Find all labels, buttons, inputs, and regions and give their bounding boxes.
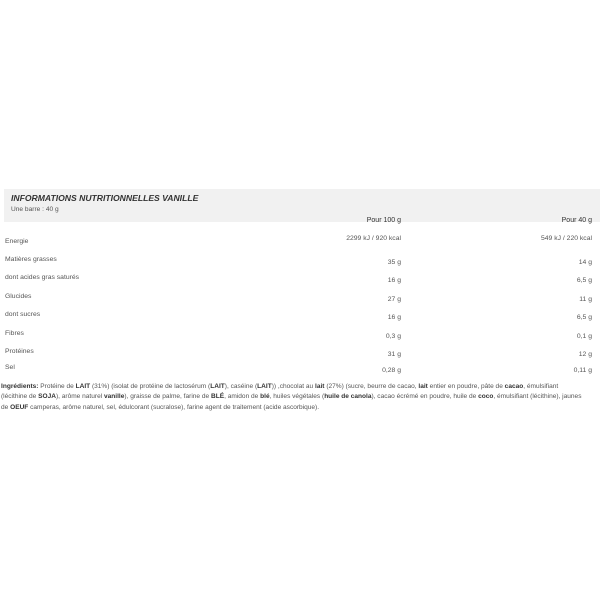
allergen-text: huile de canola [324,393,372,401]
allergen-text: BLÉ [210,393,225,401]
ingredient-text: , émulsifiant (lécithine), jaunes de [1,393,582,411]
nutrient-label: Matières grasses [5,256,57,263]
ingredient-text: ), graisse de palme, farine de [124,393,211,401]
nutrient-label: Energie [5,238,29,245]
value-per-40g: 549 kJ / 220 kcal [540,235,592,242]
ingredient-text: entier en poudre, pâte de [427,383,505,390]
value-per-100g: 2299 kJ / 920 kcal [346,235,401,242]
ingredient-text: , émulsifiant (lécithine de [1,383,559,401]
value-per-40g: 0,1 g [576,333,592,340]
ingredient-text: )) ,chocolat au [271,383,316,390]
nutrition-row [4,328,596,346]
nutrition-row [4,362,596,380]
nutrition-title: INFORMATIONS NUTRITIONNELLES VANILLE [11,193,199,203]
nutrition-row [4,236,596,254]
ingredient-text: camperas, arôme naturel, sel, édulcorant (sucralose), farine agent de traitement (acide ascorbique). [28,403,320,411]
value-per-100g: 35 g [387,259,401,266]
nutrient-label: Fibres [5,330,24,337]
value-per-40g: 11 g [579,296,592,303]
ingredient-text: , amidon de [224,393,261,401]
ingredient-text: Protéine de [38,383,76,390]
allergen-text: lait [418,383,428,390]
allergen-text: SOJA [38,393,56,401]
allergen-text: LAIT [75,383,91,390]
value-per-100g: 16 g [387,277,401,284]
ingredient-text: , huiles végétales ( [269,393,325,401]
allergen-text: OEUF [10,403,29,411]
value-per-40g: 12 g [578,351,592,358]
allergen-text: coco [478,393,494,401]
allergen-text: LAIT [257,383,272,390]
value-per-40g: 0,11 g [573,367,592,374]
value-per-40g: 6,5 g [576,314,592,321]
nutrition-row [4,291,596,309]
value-per-100g: 16 g [387,314,401,321]
ingredient-text: (27%) (sucre, beurre de cacao, [324,383,419,390]
value-per-100g: 0,28 g [382,367,401,374]
nutrient-label: Sel [5,364,15,371]
ingredients-text [1,382,586,413]
value-per-40g: 14 g [578,259,592,266]
column-header-per-40g: Pour 40 g [561,217,592,224]
ingredient-text: ), cacao écrémé en poudre, huile de [371,393,479,401]
nutrient-label: Glucides [5,293,32,300]
nutrient-label: dont acides gras saturés [5,274,80,281]
ingredients-label: Ingrédients: [1,383,39,390]
nutrition-table [4,189,596,409]
ingredient-text: ), arôme naturel [55,393,104,401]
column-header-per-100g: Pour 100 g [366,217,401,224]
allergen-text: lait [315,383,325,390]
value-per-100g: 0,3 g [385,333,401,340]
nutrition-row [4,254,596,272]
ingredient-text: ), caséine ( [224,383,258,390]
value-per-100g: 31 g [387,351,401,358]
nutrition-row [4,272,596,290]
ingredient-text: (31%) (isolat de protéine de lactosérum ( [90,383,211,390]
ingredients-body [1,383,581,411]
serving-size: Une barre : 40 g [11,206,59,213]
value-per-40g: 6,5 g [576,277,592,284]
nutrient-label: Protéines [5,348,34,355]
allergen-text: vanille [103,393,125,401]
allergen-text: blé [260,393,270,401]
value-per-100g: 27 g [387,296,401,303]
allergen-text: cacao [504,383,524,390]
allergen-text: LAIT [210,383,225,390]
nutrition-row [4,309,596,327]
nutrient-label: dont sucres [5,311,41,318]
